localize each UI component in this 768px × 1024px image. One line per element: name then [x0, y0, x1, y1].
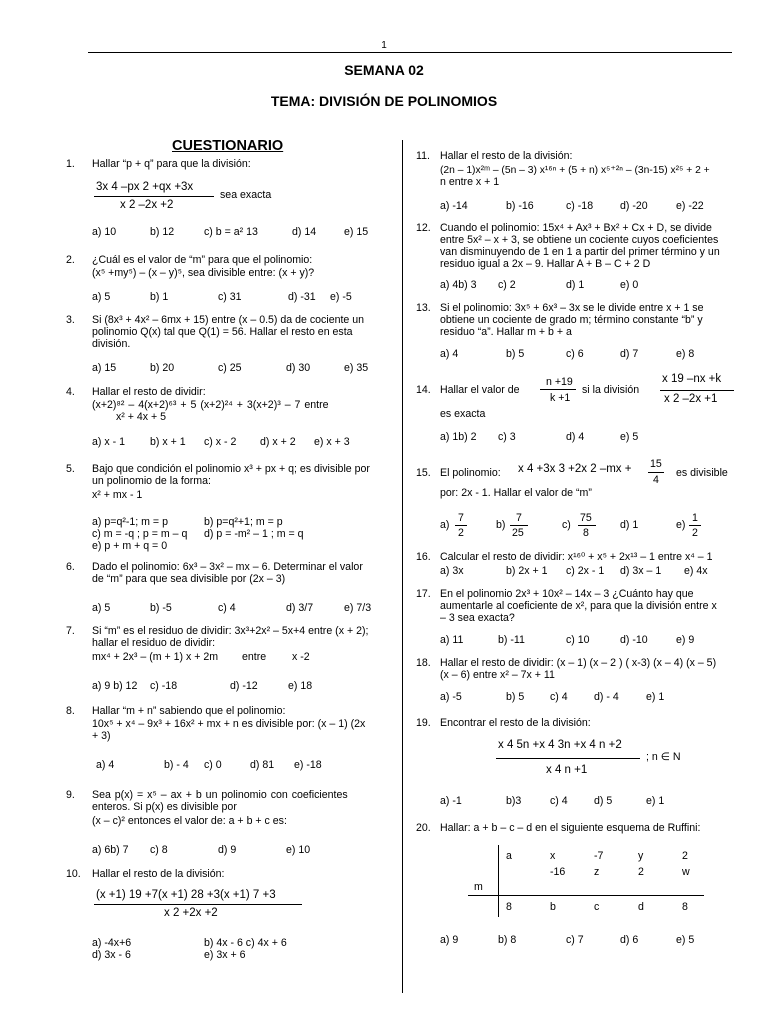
q-text: Hallar “p + q” para que la división:	[92, 158, 251, 170]
q-text: Hallar el resto de dividir: (x – 1) (x – 2 ) ( x-3) (x – 4) (x – 5)	[440, 657, 717, 669]
q-text: aumentarle al coeficiente de x², para que la división entre x	[440, 600, 717, 612]
q-text: + 3)	[92, 730, 111, 742]
option: b) 1	[150, 291, 169, 303]
fraction-denominator: x 2 –2x +1	[664, 393, 718, 405]
option: b) 5	[506, 691, 525, 703]
option: a) 3x	[440, 565, 464, 577]
ruffini-cell: -7	[594, 850, 604, 862]
q-text: es exacta	[440, 408, 486, 420]
option: e) 4x	[684, 565, 708, 577]
q-text: si la división	[582, 384, 640, 396]
option: e) 15	[344, 226, 369, 238]
q-number: 11.	[416, 150, 430, 162]
q-text: El polinomio:	[440, 467, 501, 479]
option: a) 4b) 3	[440, 279, 477, 291]
q-text: entre 5x² – x + 3, se obtiene un cociente cuyos coeficientes	[440, 234, 719, 246]
option: c) 25	[218, 362, 242, 374]
ruffini-cell: y	[638, 850, 644, 862]
option: b) x + 1	[150, 436, 186, 448]
option: e) -18	[294, 759, 322, 771]
option: a) x - 1	[92, 436, 125, 448]
fraction-denominator: x 2 –2x +2	[120, 199, 174, 211]
q-text: ¿Cuál es el valor de “m” para que el polinomio:	[92, 254, 313, 266]
option: d) -10	[620, 634, 648, 646]
option: e) 35	[344, 362, 369, 374]
q-text: n entre x + 1	[440, 176, 500, 188]
option: c) 2x - 1	[566, 565, 605, 577]
option: c) 7	[566, 934, 584, 946]
fraction-bar	[540, 389, 576, 390]
option: a) 4	[440, 348, 459, 360]
option: b) p=q²+1; m = p	[204, 516, 283, 528]
q-text: Hallar el valor de	[440, 384, 520, 396]
q-text: mx⁴ + 2x³ – (m + 1) x + 2m	[92, 651, 219, 663]
q-text: ; n ∈ N	[646, 751, 681, 763]
fraction-numerator: x 4 5n +x 4 3n +x 4 n +2	[498, 739, 622, 751]
fraction-numerator: 7	[458, 512, 464, 524]
q-number: 6.	[66, 561, 75, 573]
option: e) 18	[288, 680, 313, 692]
option: c) 10	[566, 634, 590, 646]
ruffini-cell: x	[550, 850, 556, 862]
fraction-numerator: 1	[692, 512, 698, 524]
ruffini-cell: -16	[550, 866, 566, 878]
q-number: 5.	[66, 463, 75, 475]
fraction-bar	[94, 196, 214, 197]
option: a) 5	[92, 291, 111, 303]
option: b)	[496, 519, 506, 531]
option: c) 31	[218, 291, 242, 303]
ruffini-cell: 8	[682, 901, 688, 913]
page-number: 1	[381, 40, 387, 51]
fraction-denominator: x 4 n +1	[546, 764, 588, 776]
option: b) -16	[506, 200, 534, 212]
q-text: entre	[242, 651, 267, 663]
q-number: 9.	[66, 789, 75, 801]
option: b) 5	[506, 348, 525, 360]
ruffini-vertical-rule	[498, 845, 499, 917]
option: a) 11	[440, 634, 464, 646]
q-text: un polinomio de la forma:	[92, 475, 211, 487]
fraction-bar	[94, 904, 302, 905]
q-number: 4.	[66, 386, 75, 398]
q-text: hallar el residuo de dividir:	[92, 637, 216, 649]
q-text: Si (8x³ + 4x² – 6mx + 15) entre (x – 0.5) da de cociente un	[92, 314, 365, 326]
q-text: sea exacta	[220, 189, 272, 201]
fraction-denominator: k +1	[550, 392, 571, 404]
option: d) 81	[250, 759, 275, 771]
option: b) 20	[150, 362, 175, 374]
q-text: Si el polinomio: 3x⁵ + 6x³ – 3x se le divide entre x + 1 se	[440, 302, 704, 314]
section-title: CUESTIONARIO	[172, 138, 284, 154]
option: a) -1	[440, 795, 462, 807]
q-number: 1.	[66, 158, 75, 170]
option: c) 4	[218, 602, 236, 614]
q-number: 8.	[66, 705, 75, 717]
q-text: van disminuyendo de 1 en 1 a partir del primer término y un	[440, 246, 720, 258]
q-number: 10.	[66, 868, 81, 880]
option: e)	[676, 519, 686, 531]
option: c) x - 2	[204, 436, 237, 448]
q-number: 20.	[416, 822, 431, 834]
header-rule	[88, 52, 732, 53]
ruffini-cell: m	[474, 881, 483, 893]
fraction-numerator: n +19	[546, 376, 573, 388]
fraction-numerator: (x +1) 19 +7(x +1) 28 +3(x +1) 7 +3	[96, 889, 276, 901]
fraction-numerator: 15	[650, 458, 662, 470]
option: c) -18	[566, 200, 594, 212]
option: d) 3/7	[286, 602, 314, 614]
option: c) m = -q ; p = m – q	[92, 528, 188, 540]
ruffini-horizontal-rule	[468, 895, 704, 896]
ruffini-cell: 8	[506, 901, 512, 913]
q-text: Dado el polinomio: 6x³ – 3x² – mx – 6. Determinar el valor	[92, 561, 363, 573]
q-text: (x⁵ +my⁵) – (x – y)⁵, sea divisible entre: (x + y)?	[92, 267, 315, 279]
q-number: 12.	[416, 222, 431, 234]
option: c)	[562, 519, 571, 531]
option: a) 6b) 7	[92, 844, 129, 856]
option: b) 4x - 6 c) 4x + 6	[204, 937, 287, 949]
q-expression: x 4 +3x 3 +2x 2 –mx +	[518, 463, 632, 475]
option: d) 4	[566, 431, 585, 443]
option: e) 10	[286, 844, 311, 856]
q-text: x² + mx - 1	[92, 489, 143, 501]
q-text: Si “m” es el residuo de dividir: 3x³+2x² – 5x+4 entre (x + 2);	[92, 625, 369, 637]
fraction-denominator: 25	[512, 527, 524, 539]
option: e) -22	[676, 200, 704, 212]
option: e) p + m + q = 0	[92, 540, 168, 552]
q-text: Hallar “m + n” sabiendo que el polinomio:	[92, 705, 286, 717]
q-text: Sea p(x) = x⁵ – ax + b un polinomio con coeficientes	[92, 789, 348, 801]
option: b) 2x + 1	[506, 565, 548, 577]
fraction-denominator: 4	[653, 474, 659, 486]
option: d) 3x – 1	[620, 565, 662, 577]
q-number: 13.	[416, 302, 431, 314]
option: e) 7/3	[344, 602, 372, 614]
ruffini-cell: w	[682, 866, 690, 878]
option: c) 2	[498, 279, 516, 291]
option: e) 5	[620, 431, 639, 443]
option: d) 1	[566, 279, 585, 291]
q-text: En el polinomio 2x³ + 10x² – 14x – 3 ¿Cuánto hay que	[440, 588, 694, 600]
option: a) 9	[440, 934, 459, 946]
option: e) 3x + 6	[204, 949, 246, 961]
option: a)	[440, 519, 450, 531]
q-text: residuo igual a 2x – 9. Hallar A + B – C + 2 D	[440, 258, 651, 270]
option: b) 8	[498, 934, 517, 946]
column-divider	[402, 140, 403, 993]
q-number: 14.	[416, 384, 431, 396]
q-text: es divisible	[676, 467, 728, 479]
ruffini-cell: b	[550, 901, 556, 913]
fraction-denominator: 2	[458, 527, 464, 539]
option: e) 5	[676, 934, 695, 946]
option: a) 10	[92, 226, 117, 238]
q-text: Hallar: a + b – c – d en el siguiente esquema de Ruffini:	[440, 822, 701, 834]
option: c) 4	[550, 795, 568, 807]
fraction-numerator: 3x 4 –px 2 +qx +3x	[96, 181, 194, 193]
option: e) x + 3	[314, 436, 350, 448]
q-number: 2.	[66, 254, 75, 266]
q-text: enteros. Si p(x) es divisible por	[92, 801, 237, 813]
q-text: x² + 4x + 5	[116, 411, 167, 423]
ruffini-cell: 2	[638, 866, 644, 878]
option: b) - 4	[164, 759, 189, 771]
option: a) -5	[440, 691, 462, 703]
q-text: Bajo que condición el polinomio x³ + px + q; es divisible por	[92, 463, 370, 475]
fraction-bar	[648, 472, 664, 473]
option: d) 7	[620, 348, 639, 360]
option: b)3	[506, 795, 522, 807]
q-text: Cuando el polinomio: 15x⁴ + Ax³ + Bx² + Cx + D, se divide	[440, 222, 712, 234]
q-number: 3.	[66, 314, 75, 326]
q-number: 19.	[416, 717, 431, 729]
option: d) 5	[594, 795, 613, 807]
option: d) x + 2	[260, 436, 296, 448]
ruffini-cell: c	[594, 901, 600, 913]
q-text: 10x⁵ + x⁴ – 9x³ + 16x² + mx + n es divisible por: (x – 1) (2x	[92, 718, 366, 730]
q-number: 18.	[416, 657, 431, 669]
week-title: SEMANA 02	[344, 62, 424, 78]
q-text: obtiene un cociente de grado m; término constante “b” y	[440, 314, 703, 326]
option: d) 9	[218, 844, 237, 856]
option: a) 15	[92, 362, 117, 374]
option: c) 0	[204, 759, 222, 771]
fraction-numerator: 7	[516, 512, 522, 524]
q-number: 17.	[416, 588, 431, 600]
q-text: de “m” para que sea divisible por (2x – 3)	[92, 573, 286, 585]
q-text: polinomio Q(x) tal que Q(1) = 56. Hallar el resto en esta	[92, 326, 353, 338]
q-text: – 3 sea exacta?	[440, 612, 515, 624]
ruffini-cell: 2	[682, 850, 688, 862]
q-text: Encontrar el resto de la división:	[440, 717, 591, 729]
option: a) p=q²-1; m = p	[92, 516, 168, 528]
option: a) -14	[440, 200, 468, 212]
fraction-denominator: x 2 +2x +2	[164, 907, 218, 919]
option: a) 5	[92, 602, 111, 614]
option: e) 8	[676, 348, 695, 360]
option: b) 12	[150, 226, 175, 238]
fraction-bar	[510, 525, 528, 526]
fraction-bar	[660, 390, 734, 391]
option: d) 6	[620, 934, 639, 946]
fraction-bar	[496, 758, 640, 759]
q-text: (x+2)⁸² – 4(x+2)⁶³ + 5 (x+2)²⁴ + 3(x+2)³ – 7 entre	[92, 399, 329, 411]
fraction-bar	[455, 525, 467, 526]
option: c) 6	[566, 348, 584, 360]
option: a) 9 b) 12	[92, 680, 138, 692]
option: e) 1	[646, 691, 665, 703]
fraction-numerator: 75	[580, 512, 592, 524]
q-text: (2n – 1)x²ᵐ – (5n – 3) x¹⁶ⁿ + (5 + n) x⁵⁺²ⁿ – (3n-15) x²⁵ + 2 +	[440, 165, 710, 176]
q-text: por: 2x - 1. Hallar el valor de “m”	[440, 487, 592, 499]
fraction-denominator: 2	[692, 527, 698, 539]
option: a) -4x+6	[92, 937, 132, 949]
option: d) 1	[620, 519, 639, 531]
option: e) -5	[330, 291, 352, 303]
option: e) 0	[620, 279, 639, 291]
ruffini-cell: d	[638, 901, 644, 913]
option: c) 8	[150, 844, 168, 856]
option: a) 1b) 2	[440, 431, 477, 443]
ruffini-cell: a	[506, 850, 512, 862]
option: d) - 4	[594, 691, 619, 703]
ruffini-cell: z	[594, 866, 600, 878]
option: b) -5	[150, 602, 172, 614]
option: e) 1	[646, 795, 665, 807]
q-number: 7.	[66, 625, 75, 637]
fraction-numerator: x 19 –nx +k	[662, 373, 722, 385]
option: d) 30	[286, 362, 311, 374]
option: d) -31	[288, 291, 316, 303]
q-text: (x – 6) entre x² – 7x + 11	[440, 669, 555, 681]
topic-title: TEMA: DIVISIÓN DE POLINOMIOS	[270, 93, 498, 109]
option: c) 4	[550, 691, 568, 703]
option: e) 9	[676, 634, 695, 646]
option: d) p = -m² – 1 ; m = q	[204, 528, 304, 540]
fraction-bar	[689, 525, 701, 526]
q-number: 15.	[416, 467, 431, 479]
q-text: residuo “a”. Hallar m + b + a	[440, 326, 572, 338]
fraction-denominator: 8	[583, 527, 589, 539]
option: c) -18	[150, 680, 178, 692]
option: b) -11	[498, 634, 525, 646]
option: d) 3x - 6	[92, 949, 131, 961]
q-number: 16.	[416, 551, 431, 563]
q-text: (x – c)² entonces el valor de: a + b + c es:	[92, 815, 287, 827]
q-text: Hallar el resto de dividir:	[92, 386, 206, 398]
option: c) b = a² 13	[204, 226, 258, 238]
q-text: Hallar el resto de la división:	[440, 150, 573, 162]
q-text: división.	[92, 338, 131, 350]
q-text: Calcular el resto de dividir: x¹⁶⁰ + x⁵ + 2x¹³ – 1 entre x⁴ – 1	[440, 551, 713, 563]
option: c) 3	[498, 431, 516, 443]
q-text: Hallar el resto de la división:	[92, 868, 225, 880]
fraction-bar	[578, 525, 596, 526]
option: a) 4	[96, 759, 115, 771]
option: d) 14	[292, 226, 317, 238]
option: d) -12	[230, 680, 258, 692]
option: d) -20	[620, 200, 648, 212]
q-text: x -2	[292, 651, 310, 663]
